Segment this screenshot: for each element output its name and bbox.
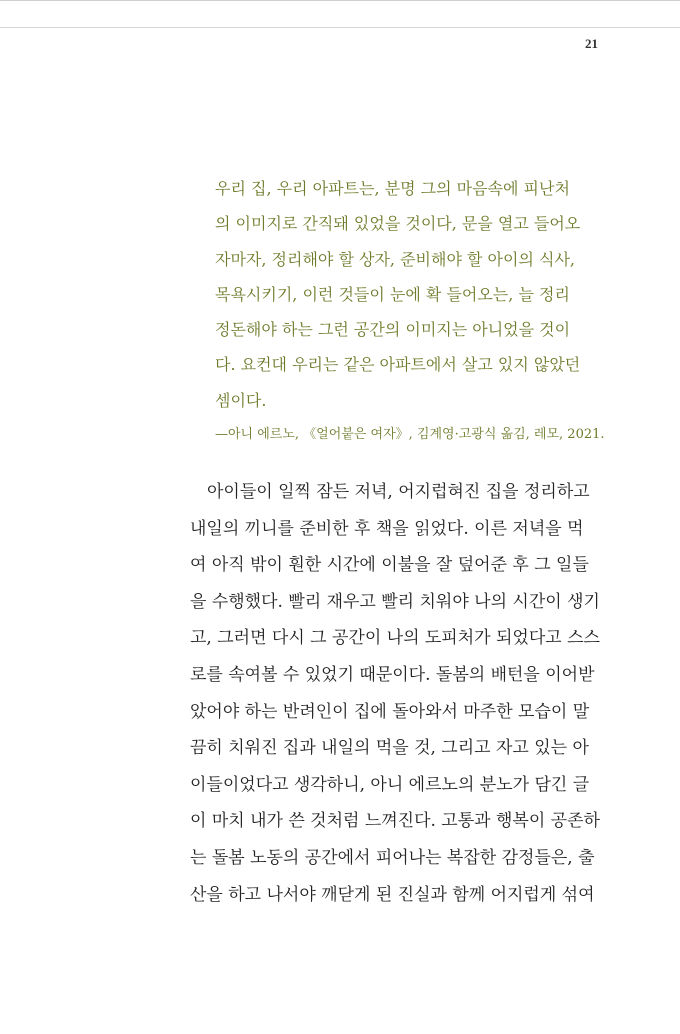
quote-line: 자마자, 정리해야 할 상자, 준비해야 할 아이의 식사, xyxy=(215,249,575,269)
body-line: 내일의 끼니를 준비한 후 책을 읽었다. 이른 저녁을 먹 xyxy=(190,518,584,539)
quote-line: 의 이미지로 간직돼 있었을 것이다, 문을 열고 들어오 xyxy=(215,214,581,234)
body-line: 끔히 치워진 집과 내일의 먹을 것, 그리고 자고 있는 아 xyxy=(190,738,589,759)
body-line: 이들이었다고 생각하니, 아니 에르노의 분노가 담긴 글 xyxy=(190,774,590,795)
body-paragraph xyxy=(190,474,608,913)
body-line: 는 돌봄 노동의 공간에서 피어나는 복잡한 감정들은, 출 xyxy=(190,847,595,868)
quote-line: 다. 요컨대 우리는 같은 아파트에서 살고 있지 않았던 xyxy=(215,355,581,375)
body-line: 로를 속여볼 수 있었기 때문이다. 돌봄의 배턴을 이어받 xyxy=(190,664,595,685)
quote-citation: —아니 에르노, 《얼어붙은 여자》, 김계영·고광식 옮김, 레모, 2021. xyxy=(215,427,605,443)
body-line: 을 수행했다. 빨리 재우고 빨리 치워야 나의 시간이 생기 xyxy=(190,591,600,612)
page-number: 21 xyxy=(585,36,598,51)
body-line: 고, 그러면 다시 그 공간이 나의 도피처가 되었다고 스스 xyxy=(190,628,600,649)
body-line: 여 아직 밖이 훤한 시간에 이불을 잘 덮어준 후 그 일들 xyxy=(190,555,589,576)
body-line: 았어야 하는 반려인이 집에 돌아와서 마주한 모습이 말 xyxy=(190,701,590,722)
quote-line: 셈이다. xyxy=(215,390,267,410)
body-line: 이 마치 내가 쓴 것처럼 느껴진다. 고통과 행복이 공존하 xyxy=(190,811,600,832)
body-line: 아이들이 일찍 잠든 저녁, 어지럽혀진 집을 정리하고 xyxy=(207,482,590,502)
body-line: 산을 하고 나서야 깨닫게 된 진실과 함께 어지럽게 섞여 xyxy=(190,884,595,905)
quote-line: 목욕시키기, 이런 것들이 눈에 확 들어오는, 늘 정리 xyxy=(215,284,570,304)
epigraph-quote xyxy=(215,171,607,444)
quote-line: 정돈해야 하는 그런 공간의 이미지는 아니었을 것이 xyxy=(215,320,571,340)
header-rule xyxy=(0,27,680,28)
quote-line: 우리 집, 우리 아파트는, 분명 그의 마음속에 피난처 xyxy=(215,179,570,198)
